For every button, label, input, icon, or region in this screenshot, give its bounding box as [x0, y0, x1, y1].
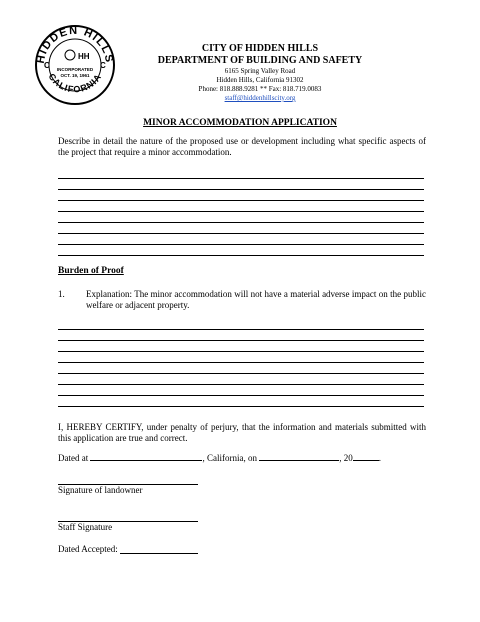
svg-text:HIDDEN HILLS: [35, 25, 115, 65]
dated-prefix: Dated at: [58, 453, 89, 463]
city-state-zip: Hidden Hills, California 91302: [216, 76, 304, 84]
city-seal: [34, 24, 116, 106]
department-name: DEPARTMENT OF BUILDING AND SAFETY: [157, 55, 363, 66]
explanation-line[interactable]: [58, 406, 424, 407]
city-name: CITY OF HIDDEN HILLS: [201, 43, 319, 54]
year-blank[interactable]: [353, 452, 379, 461]
dated-mid: , California, on: [202, 453, 257, 463]
dated-year: , 20: [339, 453, 353, 463]
description-line[interactable]: [58, 222, 424, 223]
seal-date: OCT. 19, 1961: [60, 73, 90, 78]
item-number: 1.: [58, 289, 65, 299]
explanation-line[interactable]: [58, 384, 424, 385]
description-line[interactable]: [58, 233, 424, 234]
explanation-line[interactable]: [58, 340, 424, 341]
seal-monogram: HH: [78, 52, 90, 61]
description-line[interactable]: [58, 244, 424, 245]
instructions-text: Describe in detail the nature of the proposed use or development including what specific aspects of the project that require a minor accommodation.: [58, 136, 426, 157]
description-line[interactable]: [58, 255, 424, 256]
landowner-signature-label: Signature of landowner: [58, 485, 143, 495]
burden-of-proof-heading: Burden of Proof: [58, 266, 124, 276]
description-line[interactable]: [58, 189, 424, 190]
certification-text: I, HEREBY CERTIFY, under penalty of perjury, that the information and materials submitted with this application are true and correct.: [58, 422, 426, 443]
seal-bottom-text: CALIFORNIA: [46, 71, 104, 95]
dated-line: [58, 452, 381, 463]
street-address: 6165 Spring Valley Road: [224, 67, 296, 75]
description-line[interactable]: [58, 211, 424, 212]
explanation-line[interactable]: [58, 351, 424, 352]
explanation-line[interactable]: [58, 373, 424, 374]
email-link[interactable]: staff@hiddenhillscity.org: [224, 94, 296, 102]
dated-accepted-line[interactable]: [120, 553, 198, 554]
letterhead: [130, 43, 390, 103]
phone-fax: Phone: 818.888.9281 ** Fax: 818.719.0083: [198, 85, 322, 93]
dated-accepted-label: Dated Accepted:: [58, 544, 118, 554]
explanation-line[interactable]: [58, 395, 424, 396]
item-explanation: Explanation: The minor accommodation will not have a material adverse impact on the public welfare or adjacent property.: [86, 289, 426, 310]
seal-side-right: C: [100, 61, 106, 70]
form-title: MINOR ACCOMMODATION APPLICATION: [143, 118, 337, 128]
description-line[interactable]: [58, 200, 424, 201]
seal-side-left: C: [44, 61, 50, 70]
staff-signature-label: Staff Signature: [58, 522, 113, 532]
description-line[interactable]: [58, 178, 424, 179]
city-blank[interactable]: [90, 452, 202, 461]
explanation-line[interactable]: [58, 329, 424, 330]
dated-end: .: [378, 453, 381, 463]
seal-top-text: HIDDEN HILLS: [34, 24, 116, 65]
explanation-line[interactable]: [58, 362, 424, 363]
seal-incorporated: INCORPORATED: [56, 67, 94, 72]
date-blank[interactable]: [259, 452, 339, 461]
